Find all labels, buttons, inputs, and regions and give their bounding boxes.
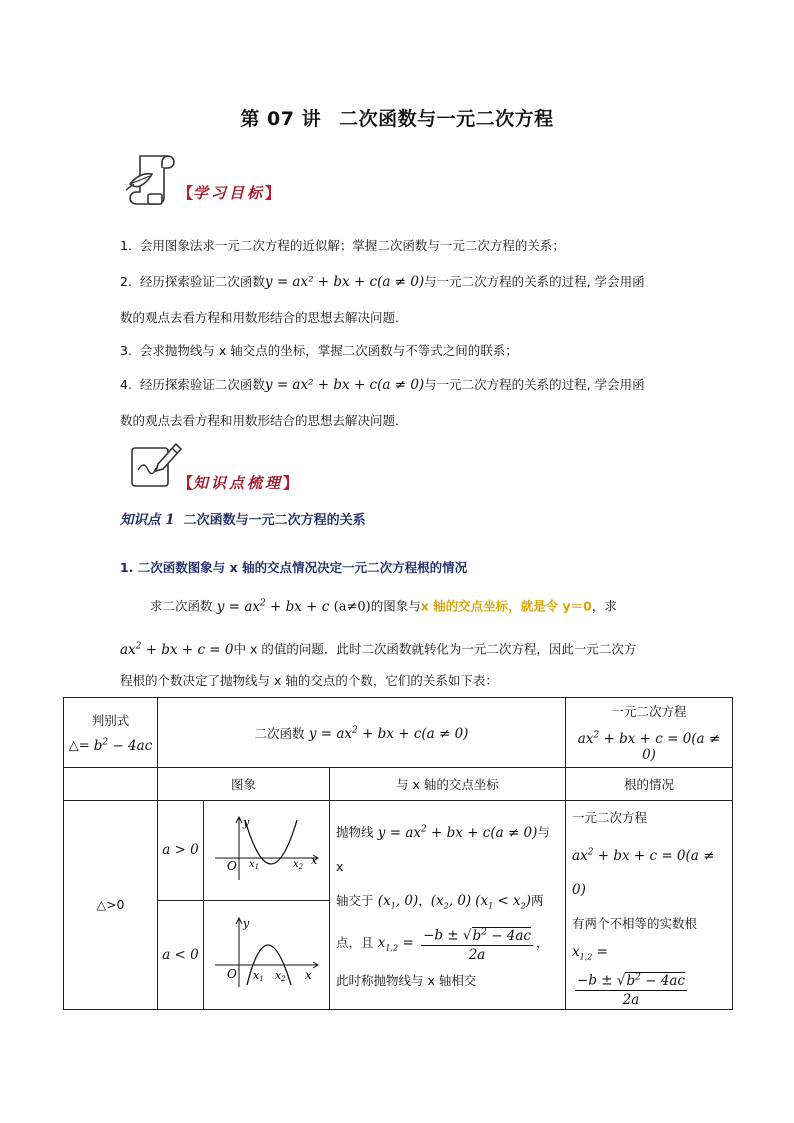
knowledge-point-heading: 知识点 1 二次函数与一元二次方程的关系 [120, 512, 366, 528]
svg-text:x2: $x_2$ [292, 858, 303, 871]
svg-text:y: y [242, 917, 249, 931]
subheading-1: 1. 二次函数图象与 x 轴的交点情况决定一元二次方程根的情况 [120, 560, 468, 575]
paragraph-line-1: 求二次函数 $y = ax^2$ + bx + c (a≠0)的图象与x 轴的交点坐标，就是令 y＝0，求 [150, 598, 617, 615]
goal-4: 4. 经历探索验证二次函数y = ax² + bx + c(a ≠ 0)与一元二次方程的关系的过程, 学会用函 [120, 377, 645, 393]
svg-text:x: x [304, 968, 312, 983]
highlight-intersection: x 轴的交点坐标 [420, 598, 509, 614]
downward-parabola-graph [205, 915, 329, 991]
graph-upward-parabola [204, 801, 330, 901]
table-row [64, 768, 733, 801]
svg-text:O: O [226, 858, 237, 873]
paragraph-line-2: $ax^2$ + bx + c = 0中 x 的值的问题．此时二次函数就转化为一元二次方程，因此一元二次方 [120, 641, 637, 658]
page-title [0, 104, 794, 131]
goal-4-formula: y = ax² + bx + c(a ≠ 0) [264, 377, 425, 393]
svg-text:y: y [242, 815, 249, 829]
svg-text:x: x [310, 853, 317, 867]
svg-text:O: O [226, 967, 237, 982]
relation-table [63, 697, 733, 1010]
notepad-pencil-icon [128, 438, 184, 490]
goals-banner: 【学习目标】 [178, 184, 281, 202]
table-row [64, 698, 733, 768]
table-row [64, 801, 733, 901]
upward-parabola-graph [205, 814, 329, 884]
header-quadratic-function: 二次函数 $y = ax^2$ + bx + c(a ≠ 0) [158, 698, 566, 768]
header-graph: 图象 [158, 768, 330, 801]
svg-text:x1: $x_1$ [248, 858, 259, 871]
a-negative-label: a < 0 [158, 900, 204, 1009]
scroll-quill-icon [122, 150, 182, 210]
header-roots: 根的情况 [566, 768, 733, 801]
highlight-set-y-zero: ，就是令 y＝0 [508, 598, 592, 614]
a-positive-label: a > 0 [158, 801, 204, 901]
svg-text:x2: x2 [274, 969, 286, 984]
graph-downward-parabola [204, 900, 330, 1009]
header-discriminant: 判别式 △= $b^2 - 4ac$ [64, 698, 158, 768]
discriminant-positive: △>0 [64, 801, 158, 1010]
goal-2-formula: y = ax² + bx + c(a ≠ 0) [264, 274, 425, 290]
roots-description: 一元二次方程 $ax^2$ + bx + c = 0(a ≠ 0) 有两个不相等的实数根 $x_{1,2}$ = $\frac{-b \pm √b^2 - 4ac}{2a}$ [566, 801, 733, 1010]
paragraph-line-3: 程根的个数决定了抛物线与 x 轴的交点的个数，它们的关系如下表： [120, 673, 498, 688]
goal-4-continued: 数的观点去看方程和用数形结合的思想去解决问题． [120, 413, 408, 428]
goal-2: 2. 经历探索验证二次函数y = ax² + bx + c(a ≠ 0)与一元二次方程的关系的过程, 学会用函 [120, 274, 645, 290]
svg-text:x1: x1 [252, 969, 264, 984]
goal-1: 1. 会用图象法求一元二次方程的近似解；掌握二次函数与一元二次方程的关系； [120, 238, 565, 253]
header-quadratic-equation: 一元二次方程 $ax^2$ + bx + c = 0(a ≠ 0) [566, 698, 733, 768]
lecture-topic: 二次函数与一元二次方程 [339, 108, 554, 130]
lecture-number: 第 07 讲 [240, 108, 322, 130]
goal-3: 3. 会求抛物线与 x 轴交点的坐标，掌握二次函数与不等式之间的联系； [120, 343, 518, 358]
knowledge-banner: 【知识点梳理】 [178, 474, 299, 492]
intersection-description: 抛物线 $y = ax^2$ + bx + c(a ≠ 0)与 x 轴交于 ($x_1$, 0)，($x_2$, 0) $(x_1 < x_2)$两 点，且 $x_{1,2}$ = $\frac{-b \pm √b^2 - 4ac}{2a}$ ， 此时称抛物线与 x 轴相交 [330, 801, 566, 1010]
goal-2-continued: 数的观点去看方程和用数形结合的思想去解决问题． [120, 310, 408, 325]
header-intersection: 与 x 轴的交点坐标 [330, 768, 566, 801]
